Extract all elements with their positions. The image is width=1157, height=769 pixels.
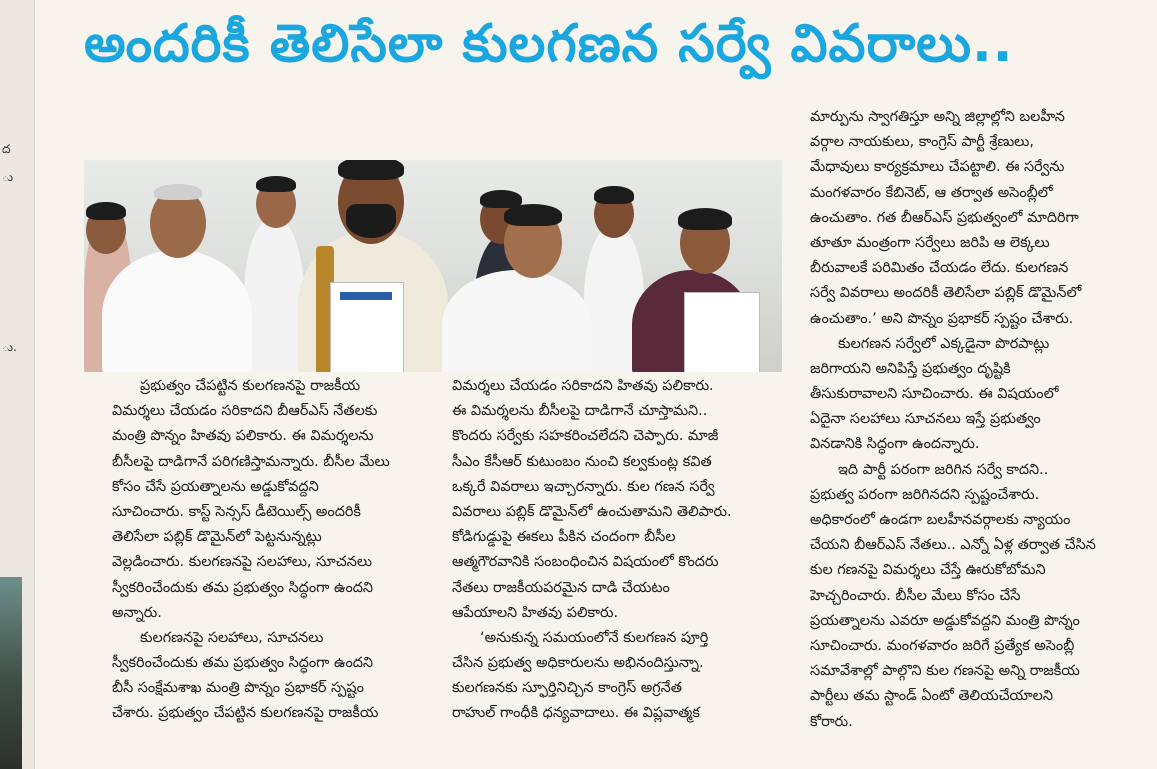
article-line: అన్నారు. (112, 604, 162, 621)
adjacent-page-strip (0, 0, 35, 769)
article-line: చేసిన ప్రభుత్వ అధికారులను అభినందిస్తున్నా. (452, 655, 704, 672)
person-hair (86, 202, 126, 220)
article-line: జరిగాయని అనిపిస్తే ప్రభుత్వం దృష్టికి (810, 360, 1011, 377)
article-line: తీసుకురావాలని సూచించారు. ఈ విషయంలో (810, 386, 1059, 403)
article-line: వినడానికి సిద్ధంగా ఉందన్నారు. (810, 436, 980, 453)
article-column-2 (452, 374, 780, 727)
article-line: ఉంచుతాం.’ అని పొన్నం ప్రభాకర్ స్పష్టం చేశారు. (810, 310, 1074, 327)
article-line: సీఎం కేసీఆర్ కుటుంబం నుంచి కల్వకుంట్ల కవిత (452, 453, 712, 470)
article-column-1 (112, 374, 416, 727)
strip-char: ు (2, 170, 14, 184)
article-column-3 (810, 105, 1150, 735)
article-line: ప్రభుత్వం చేపట్టిన కులగణనపై రాజకీయ (140, 378, 361, 394)
article-line: ఏదైనా సలహాలు సూచనలు ఇస్తే ప్రభుత్వం (810, 411, 1041, 428)
article-line: ప్రభుత్వ పరంగా జరిగినదని స్పష్టంచేశారు. (810, 486, 1040, 503)
person-hair (256, 176, 296, 192)
article-line: కులగణనపై సలహాలు, సూచనలు (140, 629, 324, 646)
article-line: నేతలు రాజకీయపరమైన దాడి చేయటం (452, 579, 670, 596)
strip-char: ు. (2, 340, 17, 354)
article-line: ఇది పార్టీ పరంగా జరిగిన సర్వే కాదని.. (838, 461, 1049, 478)
article-line: సమావేశాల్లో పాల్గొని కుల గణనపై అన్ని రాజకీయ (810, 663, 1080, 680)
headline: అందరికీ తెలిసేలా కులగణన సర్వే వివరాలు.. (84, 14, 1014, 74)
article-line: సూచించారు. కాస్ట్ సెన్సస్ డీటెయిల్స్ అందరికీ (112, 503, 361, 520)
article-line: మంగళవారం కేబినెట్, ఆ తర్వాత అసెంబ్లీలో (810, 184, 1053, 201)
person-hair (338, 160, 404, 180)
article-line: స్వీకరించేందుకు తమ ప్రభుత్వం సిద్ధంగా ఉందని (112, 655, 374, 672)
article-line: పార్టీలు తమ స్టాండ్ ఏంటో తెలియచేయాలని (810, 688, 1053, 705)
article-line: వర్గాల నాయకులు, కాంగ్రెస్ పార్టీ శ్రేణులు, (810, 134, 1034, 151)
article-line: బీరువాలకే పరిమితం చేయడం లేదు. కులగణన (810, 260, 1069, 277)
article-line: విమర్శలు చేయడం సరికాదని బీఆర్ఎస్ నేతలకు (112, 403, 378, 420)
article-line: చేయని బీఆర్ఎస్ నేతలు.. ఎన్నో ఏళ్ల తర్వాత చేసిన (810, 537, 1096, 554)
news-photo (84, 160, 782, 372)
adjacent-photo-fragment (0, 577, 22, 769)
person-figure (442, 270, 592, 372)
article-line: వెల్లడించారు. కులగణనపై సలహాలు, సూచనలు (112, 554, 373, 571)
article-line: తూతూ మంత్రంగా సర్వేలు జరిపి ఆ లెక్కలు (810, 234, 1050, 251)
article-line: సూచించారు. మంగళవారం జరిగే ప్రత్యేక అసెంబ్లీ (810, 637, 1075, 654)
article-line: రాహుల్ గాంధీకి ధన్యవాదాలు. ఈ విప్లవాత్మక (452, 705, 700, 722)
article-line: కోసం చేసే ప్రయత్నాలను అడ్డుకోవద్దని (112, 478, 319, 495)
person-figure (244, 216, 304, 372)
person-hair (504, 204, 562, 226)
person-figure (102, 250, 252, 372)
article-line: ప్రయత్నాలను ఎవరూ అడ్డుకోవద్దని మంత్రి పొన్నం (810, 612, 1080, 629)
article-line: తెలిసేలా పబ్లిక్ డొమైన్‌లో పెట్టనున్నట్లు (112, 529, 322, 546)
article-line: హెచ్చరించారు. బీసీల మేలు కోసం చేసే (810, 587, 1021, 604)
survey-document (684, 292, 760, 372)
article-line: మంత్రి పొన్నం హితవు పలికారు. ఈ విమర్శలను (112, 428, 374, 445)
article-line: మేధావులు కార్యక్రమాలు చేపట్టాలి. ఈ సర్వేను (810, 159, 1065, 176)
article-line: అధికారంలో ఉండగా బలహీనవర్గాలకు న్యాయం (810, 512, 1071, 528)
article-line: ఈ విమర్శలను బీసీలపై దాడిగానే చూస్తామని.. (452, 403, 708, 420)
article-line: కులగణన సర్వేలో ఎక్కడైనా పొరపాట్లు (838, 335, 1050, 352)
article-line: కుల గణనపై విమర్శలు చేస్తే ఊరుకోబోమని (810, 562, 1046, 579)
article-line: మార్పును స్వాగతిస్తూ అన్ని జిల్లాల్లోని బలహీన (810, 109, 1065, 125)
strip-char: ద (2, 142, 11, 156)
article-line: ఒక్కరే వివరాలు ఇచ్చారన్నారు. కుల గణన సర్వే (452, 478, 715, 495)
article-line: కోడిగుడ్డుపై ఈకలు పీకిన చందంగా బీసీల (452, 529, 676, 546)
person-hair (594, 186, 634, 204)
person-hair (678, 208, 732, 230)
article-line: స్వీకరించేందుకు తమ ప్రభుత్వం సిద్ధంగా ఉందని (112, 579, 374, 596)
article-line: వివరాలు పబ్లిక్ డొమైన్‌లో ఉంచుతామని తెలిపారు. (452, 503, 732, 520)
article-line: కోరారు. (810, 713, 853, 730)
article-line: సర్వే వివరాలు అందరికీ తెలిసేలా పబ్లిక్ డొమైన్‌లో (810, 285, 1082, 302)
article-line: ఉంచుతాం. గత బీఆర్ఎస్ ప్రభుత్వంలో మాదిరిగా (810, 209, 1079, 226)
article-line: విమర్శలు చేయడం సరికాదని హితవు పలికారు. (452, 378, 714, 394)
article-line: చేశారు. ప్రభుత్వం చేపట్టిన కులగణనపై రాజకీయ (112, 705, 379, 722)
article-line: ఆత్మగౌరవానికి సంబంధించిన విషయంలో కొందరు (452, 554, 719, 571)
article-line: కులగణనకు స్ఫూర్తినిచ్చిన కాంగ్రెస్ అగ్రనేత (452, 680, 682, 697)
article-line: ఆపేయాలని హితవు పలికారు. (452, 604, 619, 621)
article-line: బీసీ సంక్షేమశాఖ మంత్రి పొన్నం ప్రభాకర్ స్పష్టం (112, 680, 364, 697)
beard (346, 204, 396, 238)
document-band (340, 292, 392, 300)
article-line: బీసీలపై దాడిగానే పరిగణిస్తామన్నారు. బీసీల మేలు (112, 453, 390, 470)
article-line: కొందరు సర్వేకు సహకరించలేదని చెప్పారు. మాజీ (452, 428, 719, 445)
person-hair (154, 184, 202, 200)
article-line: ‘అనుకున్న సమయంలోనే కులగణన పూర్తి (480, 629, 709, 646)
